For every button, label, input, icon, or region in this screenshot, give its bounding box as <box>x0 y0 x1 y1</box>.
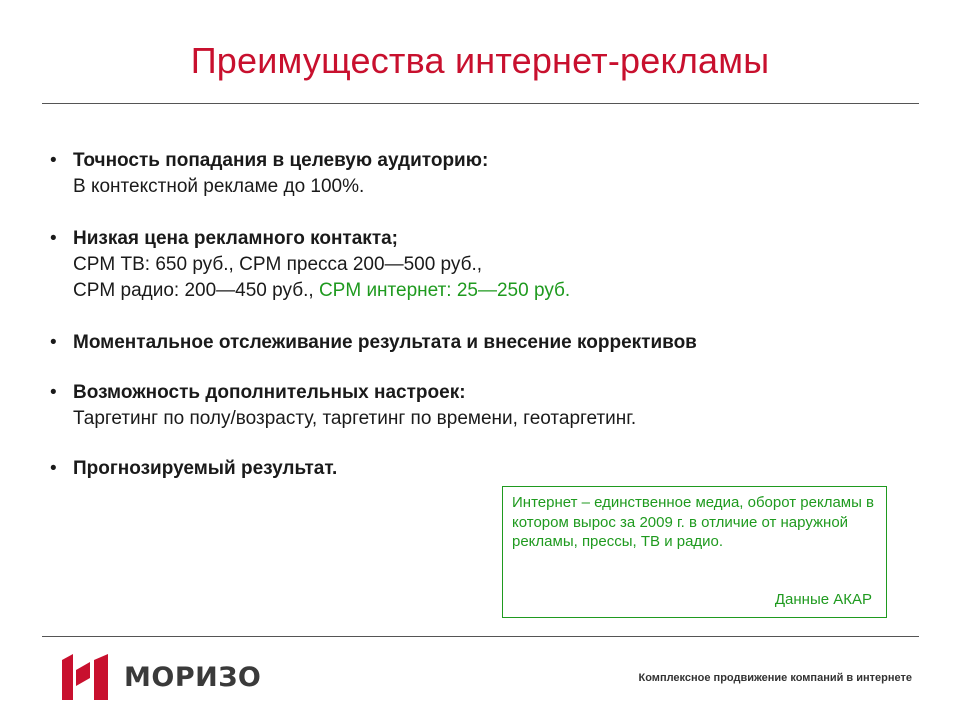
footer-tagline: Комплексное продвижение компаний в интернете <box>638 672 912 684</box>
bullet-detail-cpm <box>73 278 928 304</box>
cpm-radio-text: CPM радио: 200—450 руб., <box>73 280 319 301</box>
slide-title: Преимущества интернет-рекламы <box>190 40 770 81</box>
bullet-detail: Таргетинг по полу/возрасту, таргетинг по времени, геотаргетинг. <box>73 408 637 429</box>
brand-name: МОРИЗО <box>124 662 262 693</box>
bullet-heading: • Точность попадания в целевую аудиторию: <box>73 150 489 171</box>
cpm-internet-text: CPM интернет: 25—250 руб. <box>318 280 571 301</box>
bullet-heading: • Низкая цена рекламного контакта; <box>73 228 399 249</box>
bullet-instant-tracking <box>48 330 928 356</box>
bullet-list <box>48 148 928 482</box>
bullet-heading: • Моментальное отслеживание результата и внесение коррективов <box>73 332 697 353</box>
bullet-detail: В контекстной рекламе до 100%. <box>73 176 365 197</box>
bullet-detail: CPM ТВ: 650 руб., CPM пресса 200—500 руб., <box>73 254 483 275</box>
bullet-heading: • Возможность дополнительных настроек: <box>73 382 466 403</box>
info-callout-box <box>502 486 887 618</box>
morizo-logo-icon <box>62 654 108 700</box>
bullet-low-contact-price <box>48 226 928 304</box>
bullet-predictable-result <box>48 456 928 482</box>
bottom-divider <box>42 636 919 637</box>
callout-source: Данные АКАР <box>774 590 872 608</box>
bullet-targeting-accuracy <box>48 148 928 200</box>
bullet-heading: • Прогнозируемый результат. <box>73 458 338 479</box>
top-divider <box>42 103 919 104</box>
bullet-extra-settings <box>48 380 928 432</box>
callout-text: Интернет – единственное медиа, оборот рекламы в котором вырос за 2009 г. в отличие от наружной рекламы, прессы, ТВ и радио. <box>512 494 875 550</box>
